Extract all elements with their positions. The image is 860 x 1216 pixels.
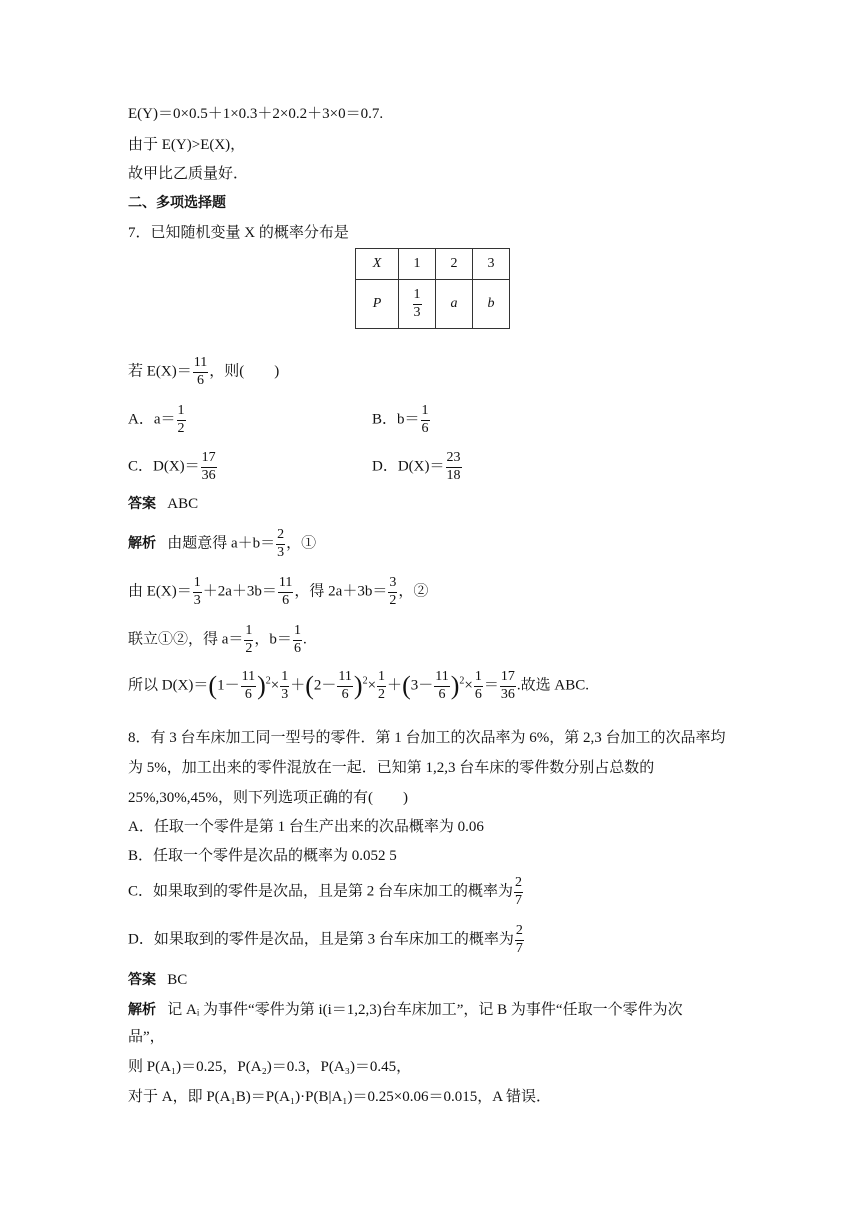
- q8-solution-line-4: 对于 A，即 P(A₁B)＝P(A₁)·P(B|A₁)＝0.25×0.06＝0.015，A 错误．: [128, 1089, 551, 1105]
- q8-solution-line-3: 则 P(A₁)＝0.25，P(A₂)＝0.3，P(A₃)＝0.45，: [128, 1059, 412, 1075]
- probability-table: [355, 248, 510, 329]
- table-header-3: 3: [473, 249, 510, 280]
- question-7-stem: 7．已知随机变量 X 的概率分布是: [128, 225, 349, 241]
- q7-solution-variance: 所以 D(X)＝(1－ $\frac{11}{6}$ )$^2$× $\frac{1}{3}$ ＋(2－ $\frac{11}{6}$ )$^2$× $\frac{1}{2}$ ＋(3－ $\frac{11}{6}$ )$^2$× $\frac{1}{6}$ ＝ $\frac{17}{36}$ .故选 ABC.: [128, 669, 589, 702]
- q8-option-c: C．如果取到的零件是次品，且是第 2 台车床加工的概率为 $\frac{2}{7}$: [128, 875, 523, 908]
- table-p2: a: [436, 280, 473, 329]
- q8-option-a: A．任取一个零件是第 1 台生产出来的次品概率为 0.06: [128, 819, 484, 835]
- q7-option-c: C．D(X)＝ $\frac{17}{36}$: [128, 450, 216, 483]
- q7-option-d: D．D(X)＝ $\frac{23}{18}$: [372, 450, 461, 483]
- table-p1: $\frac{1}{3}$: [399, 280, 436, 329]
- question-8-line-1: 8．有 3 台车床加工同一型号的零件．第 1 台加工的次品率为 6%，第 2,3 台加工的次品率均: [128, 730, 726, 746]
- q7-answer: 答案 ABC: [128, 496, 199, 512]
- q7-solution-step-1: 解析 由题意得 a＋b＝ $\frac{2}{3}$ ，①: [128, 527, 317, 560]
- table-p3: b: [473, 280, 510, 329]
- conclusion-line: 故甲比乙质量好．: [128, 166, 249, 182]
- q8-answer: 答案 BC: [128, 972, 188, 988]
- q8-option-b: B．任取一个零件是次品的概率为 0.052 5: [128, 848, 397, 864]
- expectation-y-line: E(Y)＝0×0.5＋1×0.3＋2×0.2＋3×0＝0.7.: [128, 106, 384, 122]
- question-8-line-3: 25%,30%,45%，则下列选项正确的有( ): [128, 790, 408, 806]
- q7-solution-step-3: 联立①②，得 a＝ $\frac{1}{2}$ ，b＝ $\frac{1}{6}$ .: [128, 623, 307, 656]
- table-header-2: 2: [436, 249, 473, 280]
- section-heading: 二、多项选择题: [128, 195, 226, 211]
- q7-option-b: B．b＝ $\frac{1}{6}$: [372, 403, 429, 436]
- q8-option-d: D．如果取到的零件是次品，且是第 3 台车床加工的概率为 $\frac{2}{7}$: [128, 923, 523, 956]
- table-p-label: P: [356, 280, 399, 329]
- q7-solution-step-2: 由 E(X)＝ $\frac{1}{3}$ ＋2a＋3b＝ $\frac{11}{6}$ ，得 2a＋3b＝ $\frac{3}{2}$ ，②: [128, 575, 429, 608]
- q7-option-a: A．a＝ $\frac{1}{2}$: [128, 403, 185, 436]
- q8-solution-line-1: 解析 记 Aᵢ 为事件“零件为第 i(i＝1,2,3)台车床加工”，记 B 为事件“任取一个零件为次: [128, 1002, 683, 1018]
- question-8-line-2: 为 5%，加工出来的零件混放在一起．已知第 1,2,3 台车床的零件数分别占总数的: [128, 760, 655, 776]
- table-header-x: X: [356, 249, 399, 280]
- question-7-condition: 若 E(X)＝ $\frac{11}{6}$ ，则( ): [128, 355, 280, 388]
- q8-solution-line-2: 品”，: [128, 1029, 165, 1045]
- comparison-line: 由于 E(Y)>E(X)，: [128, 137, 246, 153]
- table-header-1: 1: [399, 249, 436, 280]
